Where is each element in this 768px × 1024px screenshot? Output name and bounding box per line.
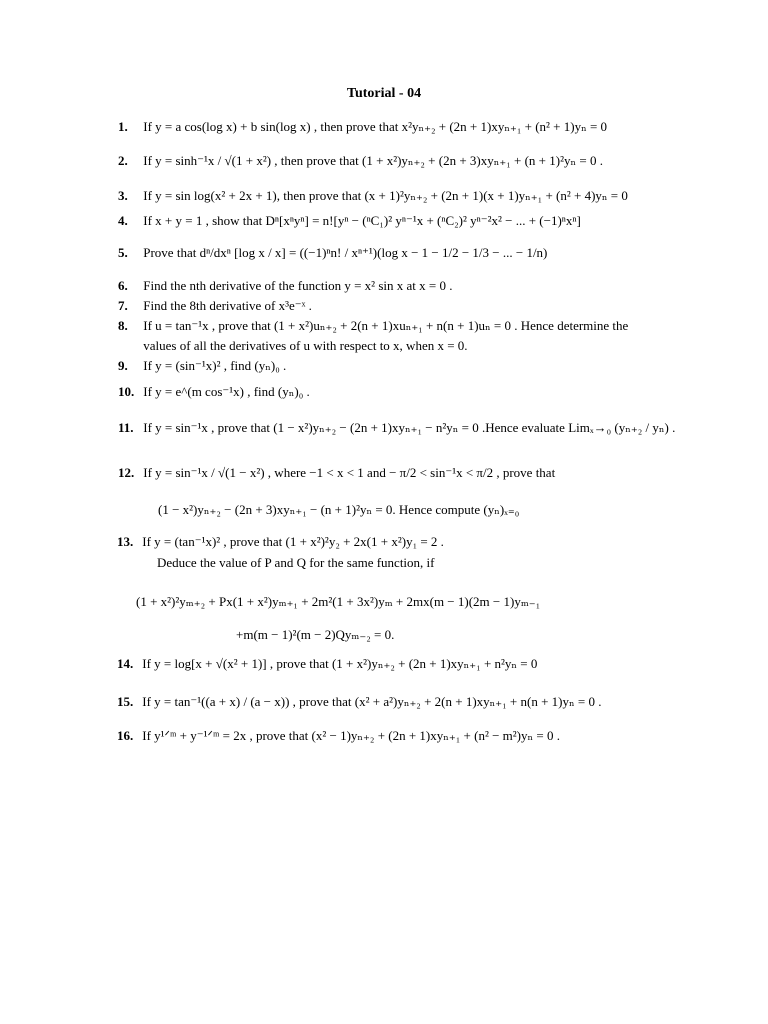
problem-number: 10. — [118, 384, 135, 399]
problem-text: Find the 8th derivative of x³e⁻ˣ . — [143, 298, 312, 313]
problem-number: 5. — [118, 245, 128, 260]
problem-5 — [118, 245, 658, 261]
problem-number: 12. — [118, 465, 135, 480]
problem-text: If y = (sin⁻¹x)² , find (yₙ)₀ . — [143, 358, 287, 373]
problem-text: If y = log[x + √(x² + 1)] , prove that (1 + x²)yₙ₊₂ + (2n + 1)xyₙ₊₁ + n²yₙ = 0 — [142, 656, 538, 671]
problem-text: If u = tan⁻¹x , prove that (1 + x²)uₙ₊₂ + 2(n + 1)xuₙ₊₁ + n(n + 1)uₙ = 0 . Hence determine the — [143, 318, 629, 333]
problem-text: (1 + x²)²yₘ₊₂ + Px(1 + x²)yₘ₊₁ + 2m²(1 + 3x²)yₘ + 2mx(m − 1)(2m − 1)yₘ₋₁ — [136, 594, 541, 609]
problem-9 — [118, 358, 658, 374]
problem-number: 2. — [118, 153, 128, 168]
problem-14 — [117, 656, 657, 672]
problem-number: 1. — [118, 119, 128, 134]
problem-text: values of all the derivatives of u with respect to x, when x = 0. — [143, 338, 468, 353]
problem-text: (1 − x²)yₙ₊₂ − (2n + 3)xyₙ₊₁ − (n + 1)²yₙ = 0. Hence compute (yₙ)ₓ₌₀ — [158, 502, 520, 517]
problem-text: If y = e^(m cos⁻¹x) , find (yₙ)₀ . — [143, 384, 310, 399]
problem-1 — [118, 119, 658, 135]
problem-number: 4. — [118, 213, 128, 228]
problem-number: 15. — [117, 694, 134, 709]
problem-13-deduce — [157, 555, 697, 571]
problem-text: +m(m − 1)²(m − 2)Qyₘ₋₂ = 0. — [236, 627, 395, 642]
problem-text: If y = sin⁻¹x , prove that (1 − x²)yₙ₊₂ − (2n + 1)xyₙ₊₁ − n²yₙ = 0 .Hence evaluate Limₓ→₀ (yₙ₊₂ / yₙ) . — [143, 420, 676, 435]
problem-number: 7. — [118, 298, 128, 313]
problem-7 — [118, 298, 658, 314]
problem-text: If x + y = 1 , show that Dⁿ[xⁿyⁿ] = n![yⁿ − (ⁿC₁)² yⁿ⁻¹x + (ⁿC₂)² yⁿ⁻²x² − ... + (−1)ⁿxⁿ] — [143, 213, 581, 228]
problem-number: 8. — [118, 318, 128, 333]
problem-15 — [117, 694, 657, 710]
problem-8-continuation — [118, 338, 658, 354]
problem-text: If y = tan⁻¹((a + x) / (a − x)) , prove that (x² + a²)yₙ₊₂ + 2(n + 1)xyₙ₊₁ + n(n + 1)yₙ = 0 . — [142, 694, 602, 709]
problem-text: If y = (tan⁻¹x)² , prove that (1 + x²)²y₂ + 2x(1 + x²)y₁ = 2 . — [142, 534, 444, 549]
problem-13 — [117, 534, 657, 550]
problem-number: 14. — [117, 656, 134, 671]
problem-text: If y = a cos(log x) + b sin(log x) , then prove that x²yₙ₊₂ + (2n + 1)xyₙ₊₁ + (n² + 1)yₙ = 0 — [143, 119, 608, 134]
problem-16 — [117, 728, 657, 744]
problem-8 — [118, 318, 658, 334]
problem-number: 16. — [117, 728, 134, 743]
problem-text: Find the nth derivative of the function y = x² sin x at x = 0 . — [143, 278, 453, 293]
problem-13-equation-continuation — [236, 627, 768, 643]
problem-text: If y = sinh⁻¹x / √(1 + x²) , then prove that (1 + x²)yₙ₊₂ + (2n + 3)xyₙ₊₁ + (n + 1)²yₙ = 0 . — [143, 153, 603, 168]
problem-number: 11. — [118, 420, 134, 435]
problem-text: If y = sin log(x² + 2x + 1), then prove that (x + 1)²yₙ₊₂ + (2n + 1)(x + 1)yₙ₊₁ + (n² + 4)yₙ = 0 — [143, 188, 628, 203]
problem-text: If y = sin⁻¹x / √(1 − x²) , where −1 < x < 1 and − π/2 < sin⁻¹x < π/2 , prove that — [143, 465, 556, 480]
problem-number: 13. — [117, 534, 134, 549]
problem-6 — [118, 278, 658, 294]
problem-10 — [118, 384, 658, 400]
problem-12-continuation — [158, 502, 698, 518]
problem-number: 9. — [118, 358, 128, 373]
problem-3 — [118, 188, 658, 204]
problem-2 — [118, 153, 658, 169]
page-title: Tutorial - 04 — [346, 86, 422, 101]
problem-text: Deduce the value of P and Q for the same function, if — [157, 555, 435, 570]
problem-number: 6. — [118, 278, 128, 293]
problem-number: 3. — [118, 188, 128, 203]
problem-12 — [118, 465, 658, 481]
problem-text: Prove that dⁿ/dxⁿ [log x / x] = ((−1)ⁿn! / xⁿ⁺¹)(log x − 1 − 1/2 − 1/3 − ... − 1/n) — [143, 245, 548, 260]
problem-4 — [118, 213, 658, 229]
problem-11 — [118, 420, 676, 436]
problem-text: If y¹ᐟᵐ + y⁻¹ᐟᵐ = 2x , prove that (x² − 1)yₙ₊₂ + (2n + 1)xyₙ₊₁ + (n² − m²)yₙ = 0 . — [142, 728, 560, 743]
problem-13-equation — [136, 594, 676, 610]
